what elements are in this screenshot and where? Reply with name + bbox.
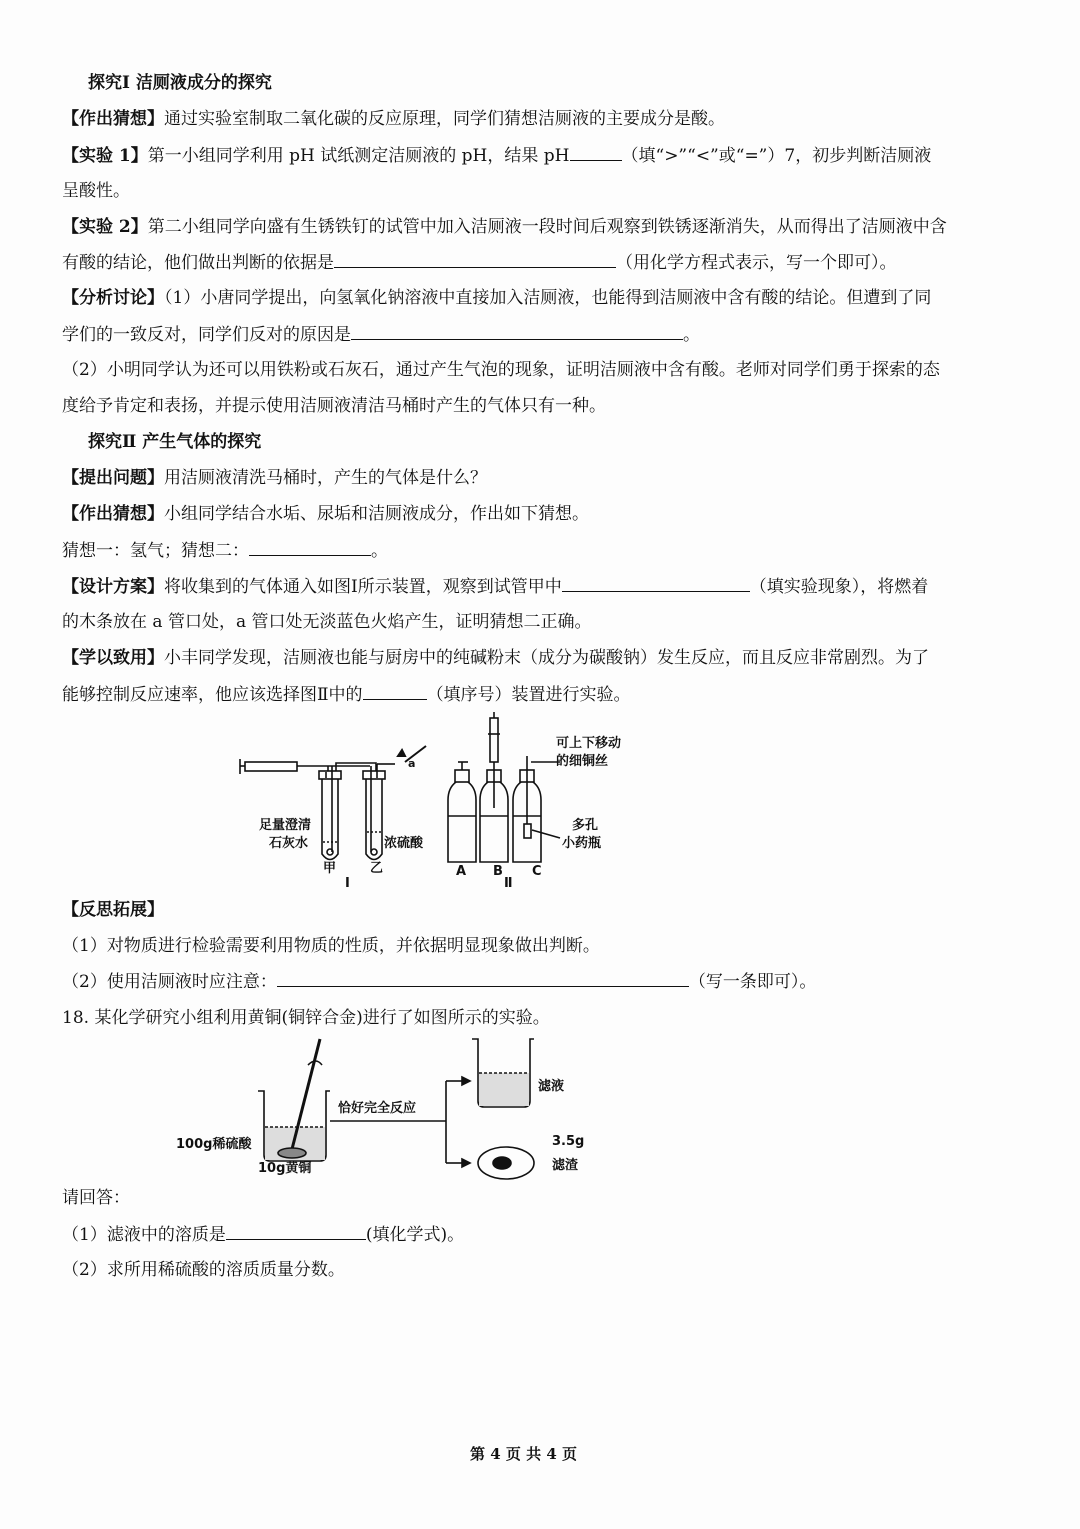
apply-text-c: （填序号）装置进行实验。	[426, 685, 631, 705]
connector-tube	[332, 763, 376, 771]
test-tube-jia	[319, 766, 341, 860]
blank-equation[interactable]	[334, 251, 616, 268]
q18-stem: 18. 某化学研究小组利用黄铜(铜锌合金)进行了如图所示的实验。	[62, 1008, 550, 1028]
exp2-text-a: 第二小组同学向盛有生锈铁钉的试管中加入洁厕液一段时间后观察到铁锈逐渐消失，从而得出了洁厕液中含	[147, 217, 947, 237]
paragraph-exp2	[62, 216, 947, 238]
label-residue: 滤渣	[552, 1158, 579, 1173]
exp1-text-c: 呈酸性。	[62, 181, 130, 201]
blank-ph[interactable]	[570, 144, 622, 161]
guess2-text: 小组同学结合水垢、尿垢和洁厕液成分，作出如下猜想。	[164, 504, 589, 524]
answer-intro: 请回答：	[62, 1188, 130, 1208]
blank-caution[interactable]	[277, 970, 689, 987]
discuss2-text-b: 度给予肯定和表扬，并提示使用洁厕液清洁马桶时产生的气体只有一种。	[62, 396, 606, 416]
paragraph-a1	[62, 1223, 464, 1246]
plan-text-a: 将收集到的气体通入如图Ⅰ所示装置，观察到试管甲中	[164, 577, 562, 597]
label-brass: 10g黄铜	[258, 1161, 312, 1176]
section-title-part2: 探究Ⅱ 产生气体的探究	[88, 432, 262, 452]
label-yi: 乙	[370, 861, 384, 876]
question-text: 用洁厕液清洗马桶时，产生的气体是什么？	[164, 468, 487, 488]
bottle-b	[480, 712, 508, 862]
paragraph-apply	[62, 647, 929, 669]
label-acid: 浓硫酸	[384, 836, 424, 851]
paragraph-apply-b	[62, 683, 631, 706]
label-mass: 3.5g	[552, 1134, 585, 1149]
label-react: 恰好完全反应	[338, 1101, 417, 1116]
label-move-1: 可上下移动	[556, 736, 622, 751]
paragraph-guess2	[62, 503, 589, 525]
tag-discuss: 【分析讨论】	[62, 288, 164, 308]
label-fig-II: Ⅱ	[504, 876, 513, 891]
paragraph-guess1	[62, 108, 725, 130]
flow-arrows	[330, 1077, 470, 1167]
label-fig-I: Ⅰ	[345, 876, 350, 891]
paragraph-question	[62, 467, 487, 489]
label-limewater-2: 石灰水	[269, 836, 309, 851]
reflect-1: （1）对物质进行检验需要利用物质的性质，并依据明显现象做出判断。	[62, 936, 600, 956]
exp2-text-c: （用化学方程式表示，写一个即可）。	[616, 253, 897, 273]
beaker-filtrate	[472, 1039, 534, 1107]
tag-reflect: 【反思拓展】	[62, 900, 164, 920]
label-a: a	[408, 757, 416, 770]
label-filtrate: 滤液	[538, 1079, 565, 1094]
tag-plan: 【设计方案】	[62, 577, 164, 597]
filter-residue	[478, 1147, 534, 1179]
paragraph-plan	[62, 575, 928, 598]
discuss2-text-a: （2）小明同学认为还可以用铁粉或石灰石，通过产生气泡的现象，证明洁厕液中含有酸。老师对同学们勇于探索的态	[62, 360, 940, 380]
a1-text-a: （1）滤液中的溶质是	[62, 1225, 226, 1245]
paragraph-exp1	[62, 144, 931, 167]
beaker-left	[258, 1039, 330, 1161]
section-title-part1: 探究Ⅰ 洁厕液成分的探究	[88, 73, 272, 93]
exp1-text-b: （填“>”“<”或“=”）7，初步判断洁厕液	[621, 146, 932, 166]
label-bottle-A: A	[456, 864, 467, 879]
label-vial-1: 多孔	[572, 818, 599, 833]
paragraph-reflect-2	[62, 970, 816, 993]
discuss1-text-a: （1）小唐同学提出，向氢氧化钠溶液中直接加入洁厕液，也能得到洁厕液中含有酸的结论。但遭到了同	[164, 288, 932, 308]
reflect-2-text-b: （写一条即可）。	[688, 972, 817, 992]
blank-phenomenon[interactable]	[562, 575, 750, 592]
exp1-text-a: 第一小组同学利用 pH 试纸测定洁厕液的 pH，结果 pH	[147, 146, 570, 166]
discuss1-text-b: 学们的一致反对，同学们反对的原因是	[62, 325, 351, 345]
a1-text-b: (填化学式)。	[365, 1225, 465, 1245]
paragraph-discuss1	[62, 287, 931, 309]
label-jia: 甲	[323, 861, 337, 876]
apply-text-b: 能够控制反应速率，他应该选择图Ⅱ中的	[62, 685, 363, 705]
guesses-end: 。	[371, 541, 388, 561]
label-vial-2: 小药瓶	[562, 836, 602, 851]
exp2-text-b: 有酸的结论，他们做出判断的依据是	[62, 253, 334, 273]
guesses-text: 猜想一：氢气；猜想二：	[62, 541, 249, 561]
plan-text-c: 的木条放在 a 管口处，a 管口处无淡蓝色火焰产生，证明猜想二正确。	[62, 612, 592, 632]
discuss1-end: 。	[683, 325, 700, 345]
label-dilute-acid: 100g稀硫酸	[176, 1137, 252, 1152]
bottle-a	[448, 762, 476, 862]
tag-guess2: 【作出猜想】	[62, 504, 164, 524]
label-bottle-C: C	[532, 864, 542, 879]
tag-apply: 【学以致用】	[62, 648, 164, 668]
plan-text-b: （填实验现象），将燃着	[749, 577, 929, 597]
tag-guess1: 【作出猜想】	[62, 109, 164, 129]
label-limewater-1: 足量澄清	[259, 818, 312, 833]
reflect-2-text-a: （2）使用洁厕液时应注意：	[62, 972, 277, 992]
guess1-text: 通过实验室制取二氧化碳的反应原理，同学们猜想洁厕液的主要成分是酸。	[164, 109, 725, 129]
label-bottle-B: B	[493, 864, 503, 879]
blank-device[interactable]	[363, 683, 427, 700]
blank-guess2[interactable]	[249, 539, 371, 556]
paragraph-guesses	[62, 539, 388, 562]
paragraph-discuss1-b	[62, 323, 700, 346]
page-footer: 第 4 页 共 4 页	[470, 1445, 577, 1463]
bottle-c	[513, 756, 560, 862]
blank-solute[interactable]	[226, 1223, 366, 1240]
apply-text-a: 小丰同学发现，洁厕液也能与厨房中的纯碱粉末（成分为碳酸钠）发生反应，而且反应非常剧烈。为了	[164, 648, 929, 668]
a2-text: （2）求所用稀硫酸的溶质质量分数。	[62, 1260, 345, 1280]
blank-reason[interactable]	[351, 323, 683, 340]
tag-exp1: 【实验 1】	[62, 146, 148, 166]
tag-question: 【提出问题】	[62, 468, 164, 488]
label-move-2: 的细铜丝	[556, 754, 609, 769]
paragraph-exp2-b	[62, 251, 897, 274]
tag-exp2: 【实验 2】	[62, 217, 148, 237]
